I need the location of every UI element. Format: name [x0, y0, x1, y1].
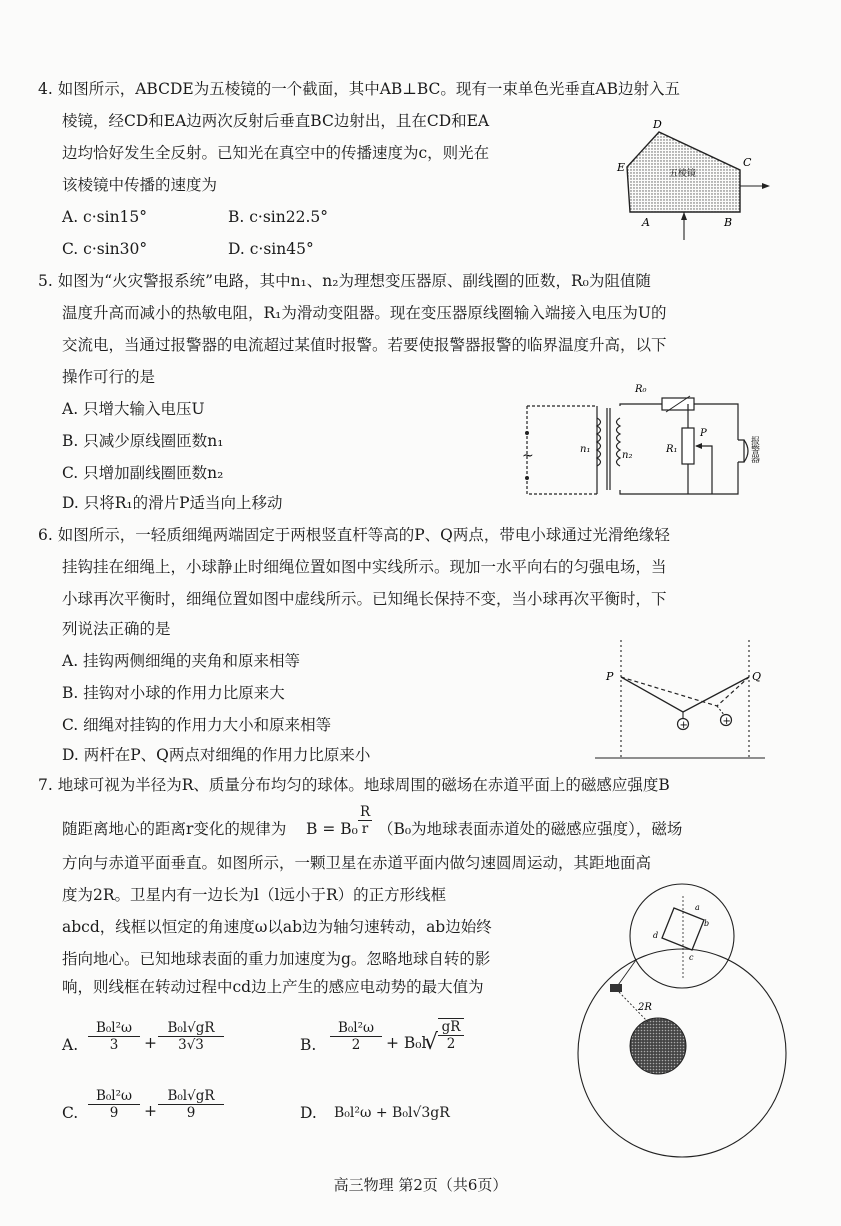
- q7-option-b-label: B.: [300, 1036, 317, 1054]
- label-d: D: [653, 118, 662, 131]
- q4-option-a: A. c·sin15°: [62, 208, 148, 226]
- q6-stem-line2: 挂钩挂在细绳上，小球静止时细绳位置如图中实线所示。现加一水平向右的匀强电场，当: [62, 558, 667, 576]
- q7-option-b-frac1: $\frac{\text{B₀l²ω}}{2}$: [330, 1020, 382, 1053]
- label-r1: R₁: [666, 444, 678, 455]
- rope-final: [621, 677, 749, 706]
- q6-option-c: C. 细绳对挂钩的作用力大小和原来相等: [62, 716, 332, 734]
- rheostat-r1: [682, 428, 694, 464]
- q7-formula-fraction: [358, 804, 372, 837]
- sqrt-sign: √: [424, 1030, 439, 1055]
- secondary-coil: [617, 418, 621, 466]
- label-n1: n₁: [580, 444, 591, 455]
- label-p: P: [606, 670, 614, 683]
- label-r0: R₀: [635, 384, 647, 395]
- q7-satellite-diagram: [574, 876, 780, 1146]
- q6-option-d: D. 两杆在P、Q两点对细绳的作用力比原来小: [62, 746, 371, 764]
- q6-stem-line1: 6. 如图所示，一轻质细绳两端固定于两根竖直杆等高的P、Q两点，带电小球通过光滑绝缘轻: [38, 526, 670, 544]
- earth: [630, 1018, 686, 1074]
- q7-option-a-plus: +: [144, 1034, 157, 1052]
- ac-source-symbol: ~: [522, 448, 534, 464]
- rope-initial: [621, 677, 749, 712]
- q6-rope-diagram: [595, 640, 765, 765]
- label-2r: 2R: [638, 1002, 652, 1013]
- label-c: c: [689, 953, 694, 962]
- alarm-label: 报警器: [749, 436, 759, 463]
- q5-option-a: A. 只增大输入电压U: [62, 400, 205, 418]
- q7-option-a-frac1: $\frac{\text{B₀l²ω}}{3}$: [88, 1020, 140, 1053]
- label-p: P: [700, 428, 707, 439]
- label-a: A: [642, 216, 650, 229]
- q7-stem-line1: 7. 地球可视为半径为R、质量分布均匀的球体。地球周围的磁场在赤道平面上的磁感应强度B: [38, 776, 670, 794]
- label-q: Q: [752, 670, 762, 683]
- q7-option-a-label: A.: [62, 1036, 79, 1054]
- frac-den: r: [361, 821, 369, 837]
- q7-stem-line7: 响，则线框在转动过程中cd边上产生的感应电动势的最大值为: [62, 978, 484, 996]
- q7-option-b-plus: + B₀l: [386, 1034, 427, 1052]
- q4-option-c: C. c·sin30°: [62, 240, 148, 258]
- q7-option-c-frac2: $\frac{\text{B₀l√gR}}{9}$: [158, 1088, 224, 1121]
- satellite-inset-circle: [630, 884, 734, 988]
- q4-stem-line4: 该棱镜中传播的速度为: [62, 176, 218, 194]
- q5-stem-line3: 交流电，当通过报警器的电流超过某值时报警。若要使报警器报警的临界温度升高，以下: [62, 336, 667, 354]
- q7-option-d-label: D.: [300, 1104, 317, 1122]
- q7-option-c-frac1: $\frac{\text{B₀l²ω}}{9}$: [88, 1088, 140, 1121]
- prism-label: 五棱镜: [669, 169, 697, 179]
- q7-stem-line2a: 随距离地心的距离r变化的规律为: [62, 820, 287, 838]
- q4-option-b: B. c·sin22.5°: [228, 208, 329, 226]
- q6-stem-line3: 小球再次平衡时，细绳位置如图中虚线所示。已知绳长保持不变，当小球再次平衡时，下: [62, 590, 667, 608]
- satellite: [610, 984, 622, 992]
- q5-option-d: D. 只将R₁的滑片P适当向上移动: [62, 494, 283, 512]
- label-c: C: [743, 156, 752, 169]
- label-d: d: [653, 931, 659, 940]
- q5-option-b: B. 只减少原线圈匝数n₁: [62, 432, 224, 450]
- primary-coil: [597, 418, 601, 466]
- q7-option-d-expr: B₀l²ω + B₀l√3gR: [334, 1105, 450, 1121]
- label-b: B: [724, 216, 733, 229]
- q7-option-c-label: C.: [62, 1104, 79, 1122]
- q4-stem-line1: 4. 如图所示，ABCDE为五棱镜的一个截面，其中AB⊥BC。现有一束单色光垂直AB边射入五: [38, 80, 680, 98]
- q4-prism-diagram: [600, 118, 780, 243]
- q7-option-c-plus: +: [144, 1102, 157, 1120]
- q7-option-b-radicand: $\frac{gR}{2}$: [438, 1018, 464, 1052]
- q5-stem-line4: 操作可行的是: [62, 368, 156, 386]
- svg-text:+: +: [722, 716, 731, 727]
- q7-stem-line2b: （B₀为地球表面赤道处的磁感应强度），磁场: [378, 820, 683, 838]
- label-b: b: [704, 919, 710, 928]
- q6-stem-line4: 列说法正确的是: [62, 620, 171, 638]
- q5-circuit-diagram: [512, 378, 772, 503]
- svg-text:+: +: [679, 720, 688, 731]
- frac-num: R: [360, 804, 371, 820]
- q5-stem-line2: 温度升高而减小的热敏电阻，R₁为滑动变阻器。现在变压器原线圈输入端接入电压为U的: [62, 304, 667, 322]
- alarm-device: [738, 440, 744, 462]
- q6-option-a: A. 挂钩两侧细绳的夹角和原来相等: [62, 652, 301, 670]
- page-footer: 高三物理 第2页（共6页）: [333, 1176, 508, 1194]
- label-n2: n₂: [622, 450, 633, 461]
- q7-formula: B = B₀: [306, 820, 358, 838]
- q7-stem-line4: 度为2R。卫星内有一边长为l（l远小于R）的正方形线框: [62, 886, 447, 904]
- q4-stem-line3: 边均恰好发生全反射。已知光在真空中的传播速度为c，则光在: [62, 144, 490, 162]
- q6-option-b: B. 挂钩对小球的作用力比原来大: [62, 684, 285, 702]
- q5-option-c: C. 只增加副线圈匝数n₂: [62, 464, 224, 482]
- q7-stem-line3: 方向与赤道平面垂直。如图所示，一颗卫星在赤道平面内做匀速圆周运动，其距地面高: [62, 854, 652, 872]
- q7-option-a-frac2: $\frac{\text{B₀l√gR}}{3√3}$: [158, 1020, 224, 1053]
- q4-stem-line2: 棱镜，经CD和EA边两次反射后垂直BC边射出，且在CD和EA: [62, 112, 490, 130]
- q4-option-d: D. c·sin45°: [228, 240, 314, 258]
- q7-stem-line6: 指向地心。已知地球表面的重力加速度为g。忽略地球自转的影: [62, 950, 491, 968]
- q5-stem-line1: 5. 如图为“火灾警报系统”电路，其中n₁、n₂为理想变压器原、副线圈的匝数，R₀为阻值随: [38, 272, 651, 290]
- label-e: E: [617, 161, 626, 174]
- q7-stem-line5: abcd，线框以恒定的角速度ω以ab边为轴匀速转动，ab边始终: [62, 918, 492, 936]
- label-a: a: [695, 903, 700, 912]
